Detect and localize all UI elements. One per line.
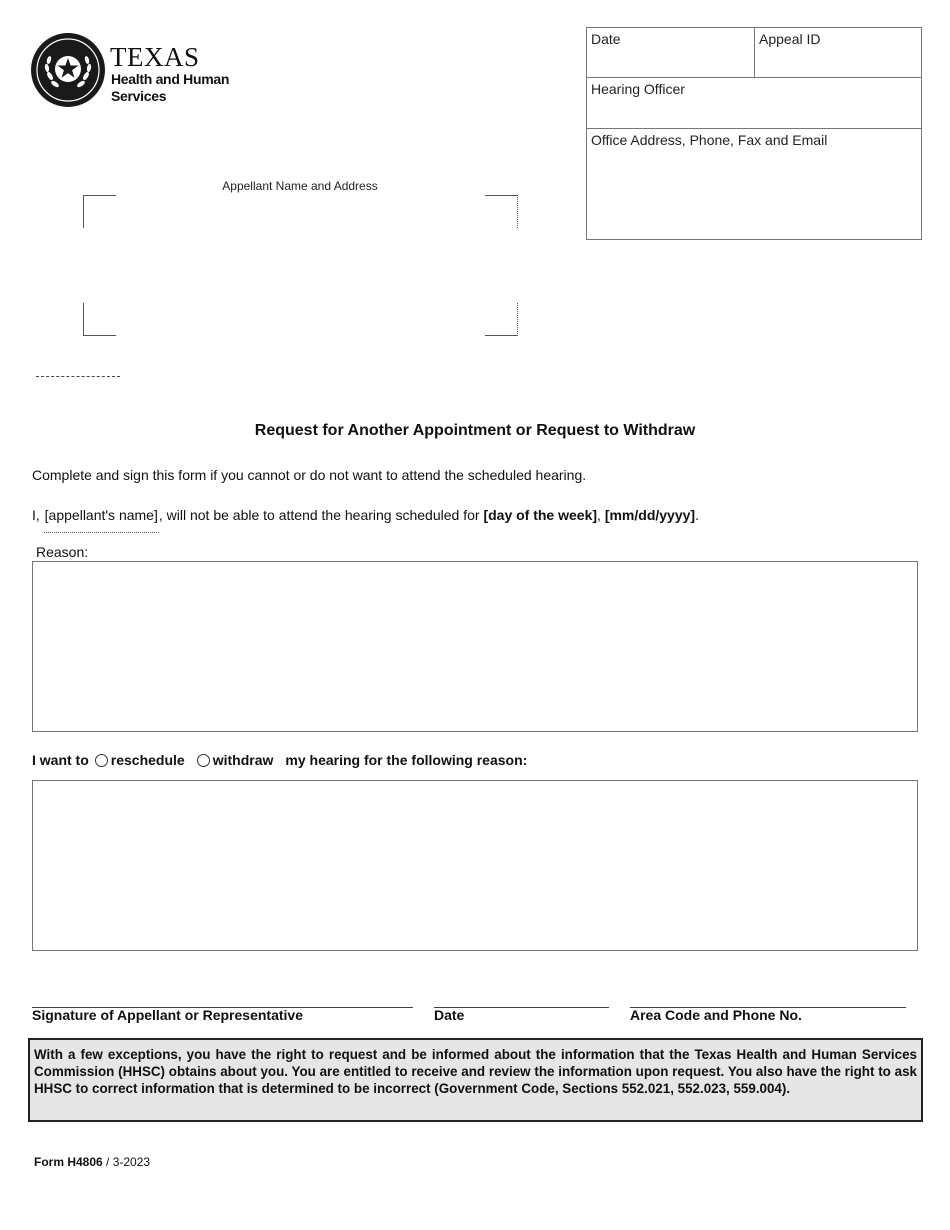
phone-label: Area Code and Phone No.	[630, 1007, 802, 1023]
appellant-name-field[interactable]: [appellant's name]	[44, 507, 159, 533]
appeal-id-label: Appeal ID	[759, 31, 821, 47]
date-field[interactable]	[587, 28, 755, 78]
withdraw-option-label[interactable]: withdraw	[212, 752, 274, 768]
day-of-week-field[interactable]: [day of the week]	[483, 507, 598, 523]
reason-label: Reason:	[36, 544, 89, 560]
hearing-date-field[interactable]: [mm/dd/yyyy]	[604, 507, 696, 523]
following-reason-textarea[interactable]	[32, 780, 918, 951]
reschedule-or-withdraw-row	[32, 752, 527, 768]
statement-end: .	[695, 507, 699, 523]
logo-subtitle-line1: Health and Human	[111, 71, 230, 87]
appellant-address-label: Appellant Name and Address	[222, 179, 378, 193]
statement-prefix: I,	[32, 507, 44, 523]
address-window-corner-top-right	[485, 195, 518, 228]
form-footer	[34, 1155, 150, 1169]
address-window-corner-bottom-right	[485, 303, 518, 336]
statement-separator: ,	[597, 507, 605, 523]
address-window-corner-bottom-left	[83, 303, 116, 336]
privacy-notice: With a few exceptions, you have the right to request and be informed about the information that the Texas Health and Human Services Commission (HHSC) obtains about you. You are entitled to receive and review the information upon request. You also have the right to ask HHSC to correct information that is determined to be incorrect (Government Code, Sections 552.021, 552.023, 559.004).	[28, 1038, 923, 1122]
hearing-officer-field[interactable]	[587, 78, 921, 129]
fold-line	[36, 376, 120, 377]
withdraw-radio[interactable]	[197, 754, 210, 767]
instructions-text: Complete and sign this form if you cannot or do not want to attend the scheduled hearing.	[32, 467, 587, 483]
office-contact-label: Office Address, Phone, Fax and Email	[591, 132, 828, 148]
address-window-corner-top-left	[83, 195, 116, 228]
texas-hhs-seal-logo	[30, 32, 106, 108]
want-suffix: my hearing for the following reason:	[285, 752, 528, 768]
form-title: Request for Another Appointment or Request to Withdraw	[254, 422, 696, 439]
date-label: Date	[591, 31, 621, 47]
reason-textarea[interactable]	[32, 561, 918, 732]
reschedule-radio[interactable]	[95, 754, 108, 767]
signature-label: Signature of Appellant or Representative	[32, 1007, 303, 1023]
form-number: Form H4806	[34, 1155, 103, 1169]
office-contact-field[interactable]	[587, 129, 921, 239]
appeal-id-field[interactable]	[755, 28, 921, 78]
reschedule-option-label[interactable]: reschedule	[110, 752, 185, 768]
logo-subtitle-line2: Services	[111, 88, 167, 104]
want-prefix: I want to	[32, 752, 89, 768]
hearing-officer-label: Hearing Officer	[591, 81, 685, 97]
logo-title: TEXAS	[110, 42, 200, 72]
signature-date-label: Date	[434, 1007, 465, 1023]
attendance-statement	[32, 507, 699, 523]
statement-middle: , will not be able to attend the hearing scheduled for	[158, 507, 484, 523]
appeal-info-table	[586, 27, 922, 240]
form-revision: / 3-2023	[102, 1155, 151, 1169]
